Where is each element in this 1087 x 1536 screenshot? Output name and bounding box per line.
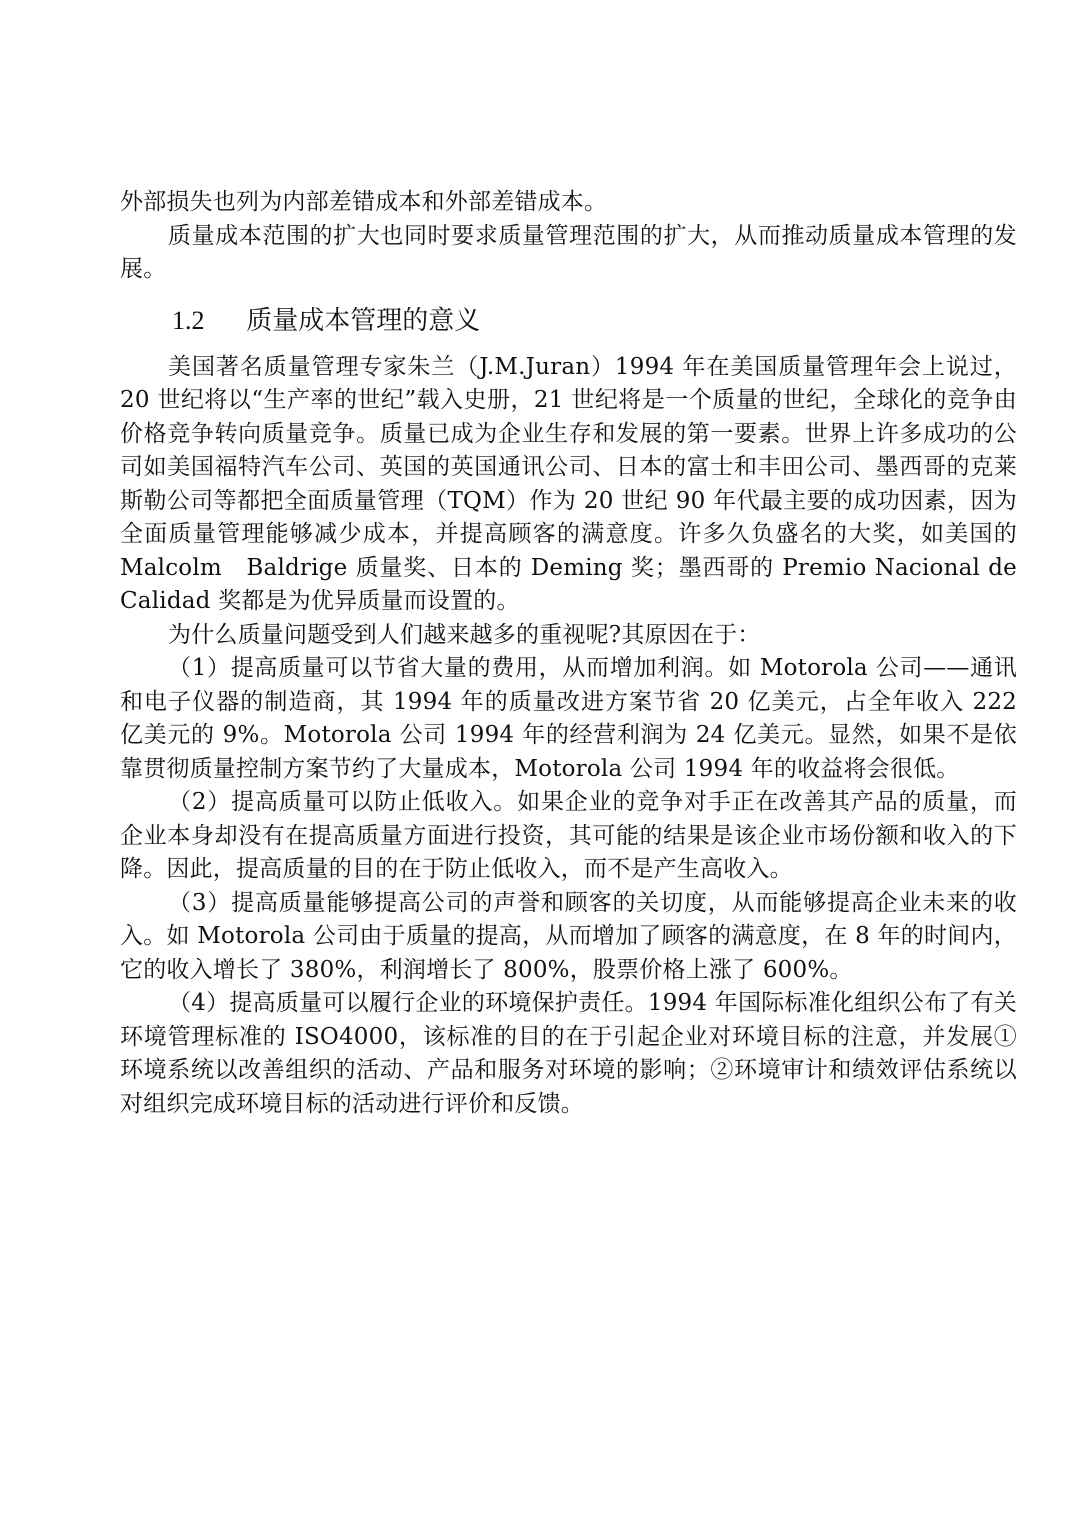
list-item-4: （4）提高质量可以履行企业的环境保护责任。1994 年国际标准化组织公布了有关环境管理标准的 ISO4000，该标准的目的在于引起企业对环境目标的注意，并发展①环境系统以改善组织的活动、产品和服务对环境的影响；②环境审计和绩效评估系统以对组织完成环境目标的活动进行评价和反馈。 xyxy=(120,990,1017,1117)
document-page xyxy=(120,186,1017,1121)
paragraph-continuation: 外部损失也列为内部差错成本和外部差错成本。 xyxy=(120,189,608,215)
list-item-3: （3）提高质量能够提高公司的声誉和顾客的关切度，从而能够提高企业未来的收入。如 Motorola 公司由于质量的提高，从而增加了顾客的满意度，在 8 年的时间内，它的收入增长了 380%，利润增长了 800%，股票价格上涨了 600%。 xyxy=(120,889,1017,983)
section-title: 质量成本管理的意义 xyxy=(246,305,481,336)
paragraph-juran: 美国著名质量管理专家朱兰（J.M.Juran）1994 年在美国质量管理年会上说过，20 世纪将以“生产率的世纪”载入史册，21 世纪将是一个质量的世纪，全球化的竞争由价格竞争转向质量竞争。质量已成为企业生存和发展的第一要素。世界上许多成功的公司如美国福特汽车公司、英国的英国通讯公司、日本的富士和丰田公司、墨西哥的克莱斯勒公司等都把全面质量管理（TQM）作为 20 世纪 90 年代最主要的成功因素，因为全面质量管理能够减少成本，并提高顾客的满意度。许多久负盛名的大奖，如美国的 Malcolm Baldrige 质量奖、日本的 Deming 奖；墨西哥的 Premio Nacional de Calidad 奖都是为优异质量而设置的。 xyxy=(120,353,1017,614)
list-item-1: （1）提高质量可以节省大量的费用，从而增加利润。如 Motorola 公司——通讯和电子仪器的制造商，其 1994 年的质量改进方案节省 20 亿美元，占全年收入 222 亿美元的 9%。Motorola 公司 1994 年的经营利润为 24 亿美元。显然，如果不是依靠贯彻质量控制方案节约了大量成本，Motorola 公司 1994 年的收益将会很低。 xyxy=(120,655,1017,782)
section-number: 1.2 xyxy=(172,305,205,335)
paragraph-question: 为什么质量问题受到人们越来越多的重视呢?其原因在于： xyxy=(168,621,761,648)
section-heading xyxy=(120,301,1017,341)
list-item-2: （2）提高质量可以防止低收入。如果企业的竞争对手正在改善其产品的质量，而企业本身却没有在提高质量方面进行投资，其可能的结果是该企业市场份额和收入的下降。因此，提高质量的目的在于防止低收入，而不是产生高收入。 xyxy=(120,789,1017,882)
paragraph-scope: 质量成本范围的扩大也同时要求质量管理范围的扩大，从而推动质量成本管理的发展。 xyxy=(120,222,1017,282)
